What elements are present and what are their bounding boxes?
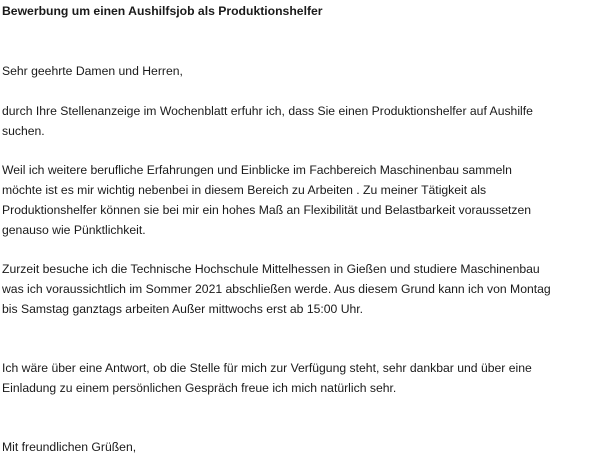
paragraph-3-line-2: was ich voraussichtlich im Sommer 2021 abschließen werde. Aus diesem Grund kann ich von Montag — [2, 282, 551, 296]
paragraph-4-line-1: Ich wäre über eine Antwort, ob die Stelle für mich zur Verfügung steht, sehr dankbar und über eine — [2, 361, 532, 375]
paragraph-2-line-3: Produktionshelfer können sie bei mir ein hohes Maß an Flexibilität und Belastbarkeit voraussetzen — [2, 203, 532, 217]
letter-closing: Mit freundlichen Grüßen, — [2, 440, 137, 454]
paragraph-2-line-1: Weil ich weitere berufliche Erfahrungen und Einblicke im Fachbereich Maschinenbau sammeln — [2, 163, 512, 177]
paragraph-4-line-2: Einladung zu einem persönlichen Gespräch freue ich mich natürlich sehr. — [2, 381, 397, 395]
paragraph-3-line-3: bis Samstag ganztags arbeiten Außer mittwochs erst ab 15:00 Uhr. — [2, 302, 364, 316]
paragraph-2-line-4: genauso wie Pünktlichkeit. — [2, 223, 146, 237]
letter-salutation: Sehr geehrte Damen und Herren, — [2, 64, 183, 78]
paragraph-2-line-2: möchte ist es mir wichtig nebenbei in diesem Bereich zu Arbeiten . Zu meiner Tätigkeit als — [2, 183, 487, 197]
paragraph-1-line-1: durch Ihre Stellenanzeige im Wochenblatt erfuhr ich, dass Sie einen Produktionshelfer auf Aushilfe — [2, 104, 533, 118]
paragraph-1-line-2: suchen. — [2, 124, 45, 138]
paragraph-3-line-1: Zurzeit besuche ich die Technische Hochschule Mittelhessen in Gießen und studiere Maschinenbau — [2, 262, 540, 276]
letter-subject: Bewerbung um einen Aushilfsjob als Produktionshelfer — [2, 4, 323, 18]
